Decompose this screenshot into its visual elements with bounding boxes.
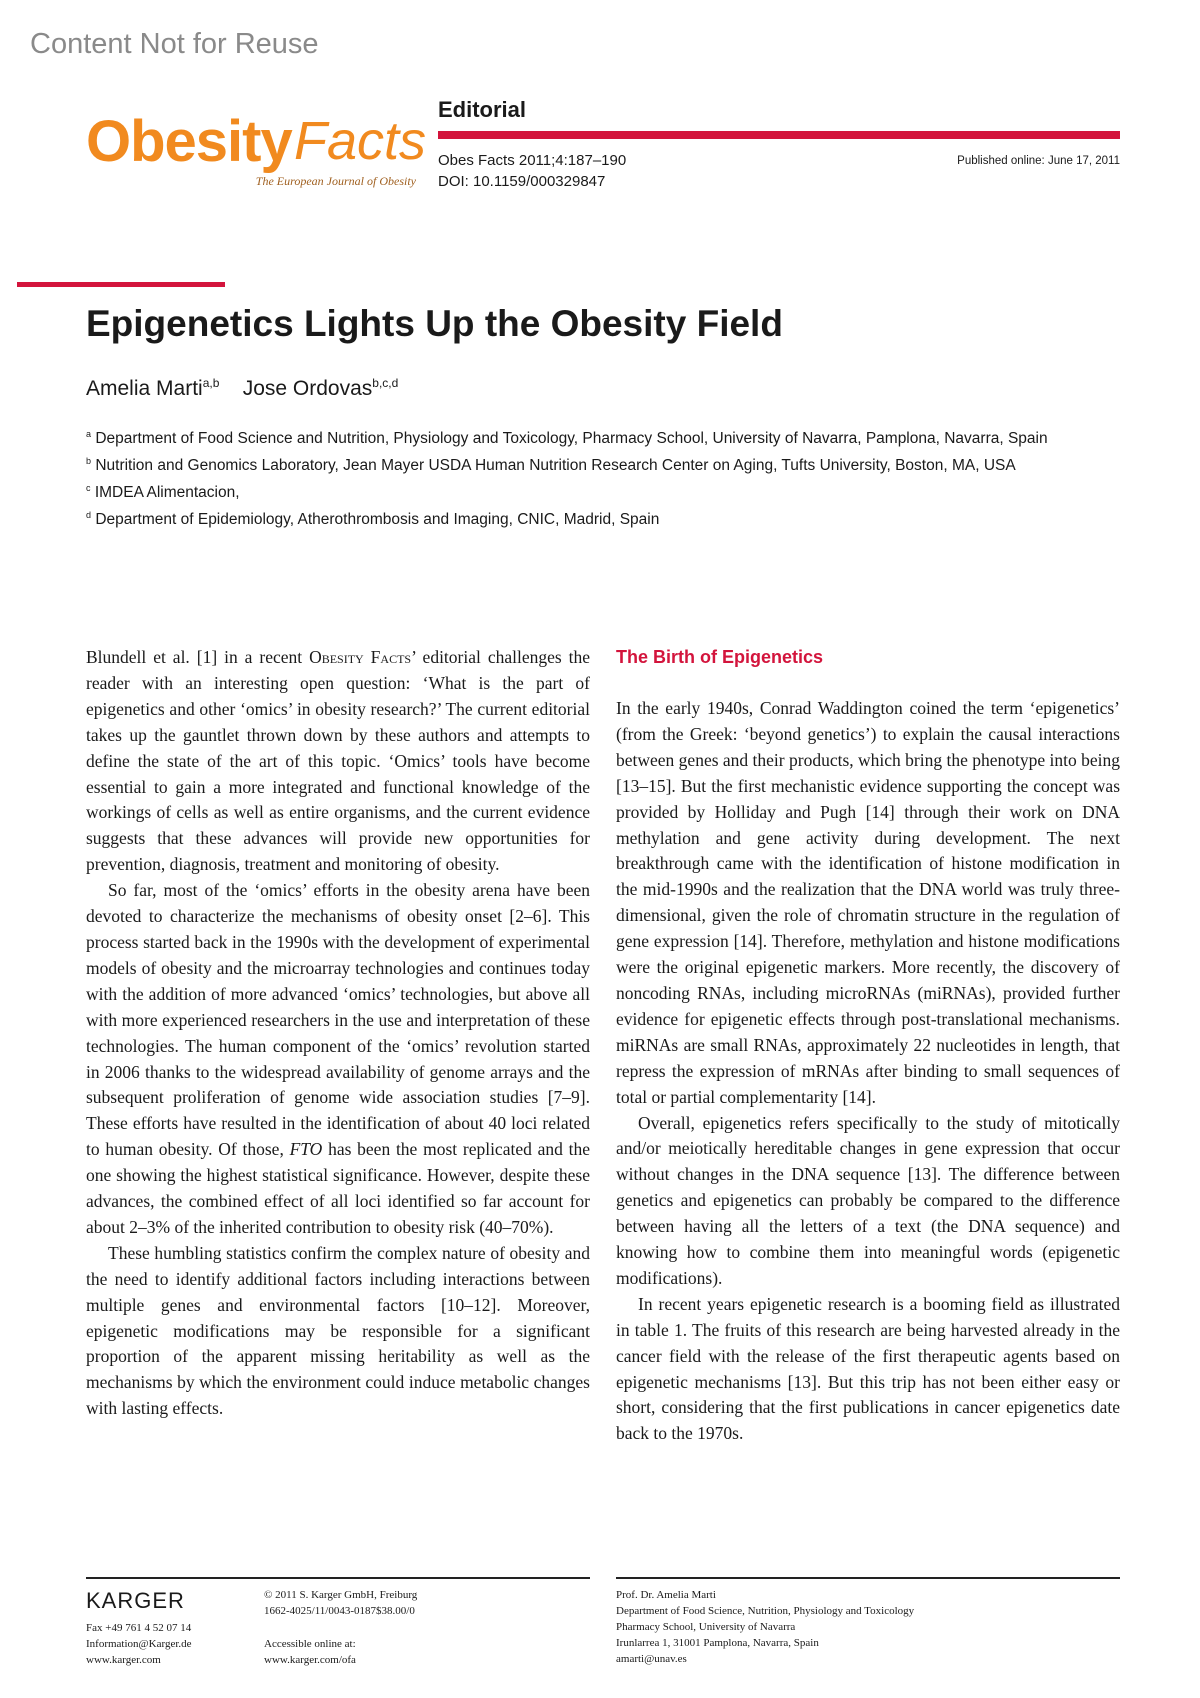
publisher-website: www.karger.com [86,1654,161,1666]
correspondence-school: Pharmacy School, University of Navarra [616,1621,796,1633]
affiliations [86,423,1048,532]
body-paragraph: Overall, epigenetics refers specifically to the study of mitotically and/or meiotically hereditable changes in gene expression that occur without changes in the DNA sequence [13]. The difference between genetics and epigenetics can probably be compared to the difference between having all the letters of a text (the DNA sequence) and knowing how to combine them into meaningful words (epigenetic modifications). [616,1112,1120,1288]
footer-rule-left [86,1577,590,1579]
correspondence-block [616,1587,914,1667]
correspondence-address: Irunlarrea 1, 31001 Pamplona, Navarra, Spain [616,1637,819,1649]
affiliation-mark: c [86,483,91,494]
affiliation-item [86,477,1048,504]
affiliation-text: IMDEA Alimentacion, [94,484,240,502]
correspondence-department: Department of Food Science, Nutrition, Physiology and Toxicology [616,1605,915,1617]
author-affiliation-mark: b,c,d [372,376,399,390]
body-paragraph: In recent years epigenetic research is a booming field as illustrated in table 1. The fruits of this research are being harvested already in the cancer field with the release of the first therapeutic agents based on epigenetic mechanisms [13]. But this trip has not been either easy or short, considering that the first publications in cancer epigenetics date back to the 1970s. [616,1293,1120,1444]
affiliation-mark: b [86,456,92,467]
affiliation-text: Department of Food Science and Nutrition, Physiology and Toxicology, Pharmacy School, University of Navarra, Pamplona, Navarra, Spain [95,430,1048,448]
affiliation-item [86,504,1048,531]
section-heading: The Birth of Epigenetics [616,647,824,667]
journal-logo [86,108,427,198]
doi: DOI: 10.1159/000329847 [438,173,606,190]
affiliation-mark: d [86,510,92,521]
copyright: © 2011 S. Karger GmbH, Freiburg [264,1589,418,1601]
affiliation-item [86,450,1048,477]
body-paragraph: So far, most of the ‘omics’ efforts in the obesity arena have been devoted to characterize the mechanisms of obesity onset [2–6]. This process started back in the 1990s with the development of experimental models of obesity and the microarray technologies and continues today with the addition of more advanced ‘omics’ technologies, but above all with more experienced researchers in the use and interpretation of these technologies. The human component of the ‘omics’ revolution started in 2006 thanks to the widespread availability of genome arrays and the subsequent proliferation of genome wide association studies [7–9]. These efforts have resulted in the identification of about 40 loci related to human obesity. Of those, FTO has been the most replicated and the one showing the highest statistical significance. However, despite these advances, the combined effect of all loci identified so far account for about 2–3% of the inherited contribution to obesity risk (40–70%). [86,880,591,1237]
body-paragraph: In the early 1940s, Conrad Waddington coined the term ‘epigenetics’ (from the Greek: ‘beyond genetics’) to explain the causal interactions between genes and their products, which bring the phenotype into being [13–15]. But the first mechanistic evidence supporting the concept was provided by Holliday and Pugh [14] through their work on DNA methylation and gene activity during development. The next breakthrough came with the identification of histone modification in the mid-1990s and the realization that the DNA world was truly three-dimensional, given the role of chromatin structure in the regulation of gene expression [14]. Therefore, methylation and histone modifications were the original epigenetic markers. More recently, the discovery of noncoding RNAs, including microRNAs (miRNAs), provided further evidence for epigenetic effects through post-translational mechanisms. miRNAs are small RNAs, approximately 22 nucleotides in length, that repress the expression of mRNAs after binding to small sequences of total or partial complementarity [14]. [616,698,1120,1107]
online-access-label: Accessible online at: [264,1638,356,1650]
author-affiliation-mark: a,b [202,376,220,390]
logo-tagline: The European Journal of Obesity [255,174,416,188]
journal-citation: Obes Facts 2011;4:187–190 [438,152,627,169]
body-column-right [616,645,1120,1447]
publisher-logo: KARGER [86,1588,185,1613]
watermark: Content Not for Reuse [30,28,319,60]
author-name: Jose Ordovas [242,377,373,400]
online-access-block [264,1636,356,1668]
section-label: Editorial [438,97,527,122]
author-list [86,376,398,401]
publisher-contact [86,1620,192,1668]
publisher-email: Information@Karger.de [86,1638,192,1650]
article-title: Epigenetics Lights Up the Obesity Field [86,303,783,344]
affiliation-text: Department of Epidemiology, Atherothrombosis and Imaging, CNIC, Madrid, Spain [95,511,660,529]
logo-word-facts: Facts [294,111,427,171]
body-paragraph: Blundell et al. [1] in a recent Obesity Facts’ editorial challenges the reader with an interesting open question: ‘What is the part of epigenetics and other ‘omics’ in obesity research?’ The current editorial takes up the gauntlet thrown down by these authors and attempts to define the state of the art of this topic. ‘Omics’ tools have become essential to gain a more integrated and functional knowledge of the workings of cells as well as entire organisms, and the current evidence suggests that these advances will provide new opportunities for prevention, diagnosis, treatment and monitoring of obesity. [86,647,590,875]
published-date: Published online: June 17, 2011 [957,155,1120,167]
author-name: Amelia Marti [86,377,203,400]
footer-rule-right [616,1577,1120,1579]
logo-word-obesity: Obesity [86,109,292,174]
issn: 1662-4025/11/0043-0187$38.00/0 [264,1605,415,1617]
copyright-block [264,1587,417,1619]
header-divider [438,131,1120,139]
affiliation-mark: a [86,429,92,439]
body-column-left [86,645,590,1422]
title-accent-bar [17,282,225,287]
gene-name: FTO [289,1139,323,1160]
affiliation-item [86,423,1048,450]
online-access-url: www.karger.com/ofa [264,1654,356,1666]
journal-name-inline: Obesity Facts [309,647,412,667]
correspondence-name: Prof. Dr. Amelia Marti [616,1589,716,1601]
publisher-fax: Fax +49 761 4 52 07 14 [86,1622,192,1634]
body-paragraph: These humbling statistics confirm the complex nature of obesity and the need to identify additional factors including interactions between multiple genes and environmental factors [10–12]. Moreover, epigenetic modifications may be responsible for a significant proportion of the apparent missing heritability as well as the mechanisms by which the environment could induce metabolic changes with lasting effects. [86,1242,590,1419]
affiliation-text: Nutrition and Genomics Laboratory, Jean Mayer USDA Human Nutrition Research Center on Aging, Tufts University, Boston, MA, USA [95,457,1016,475]
correspondence-email: amarti@unav.es [616,1653,687,1665]
